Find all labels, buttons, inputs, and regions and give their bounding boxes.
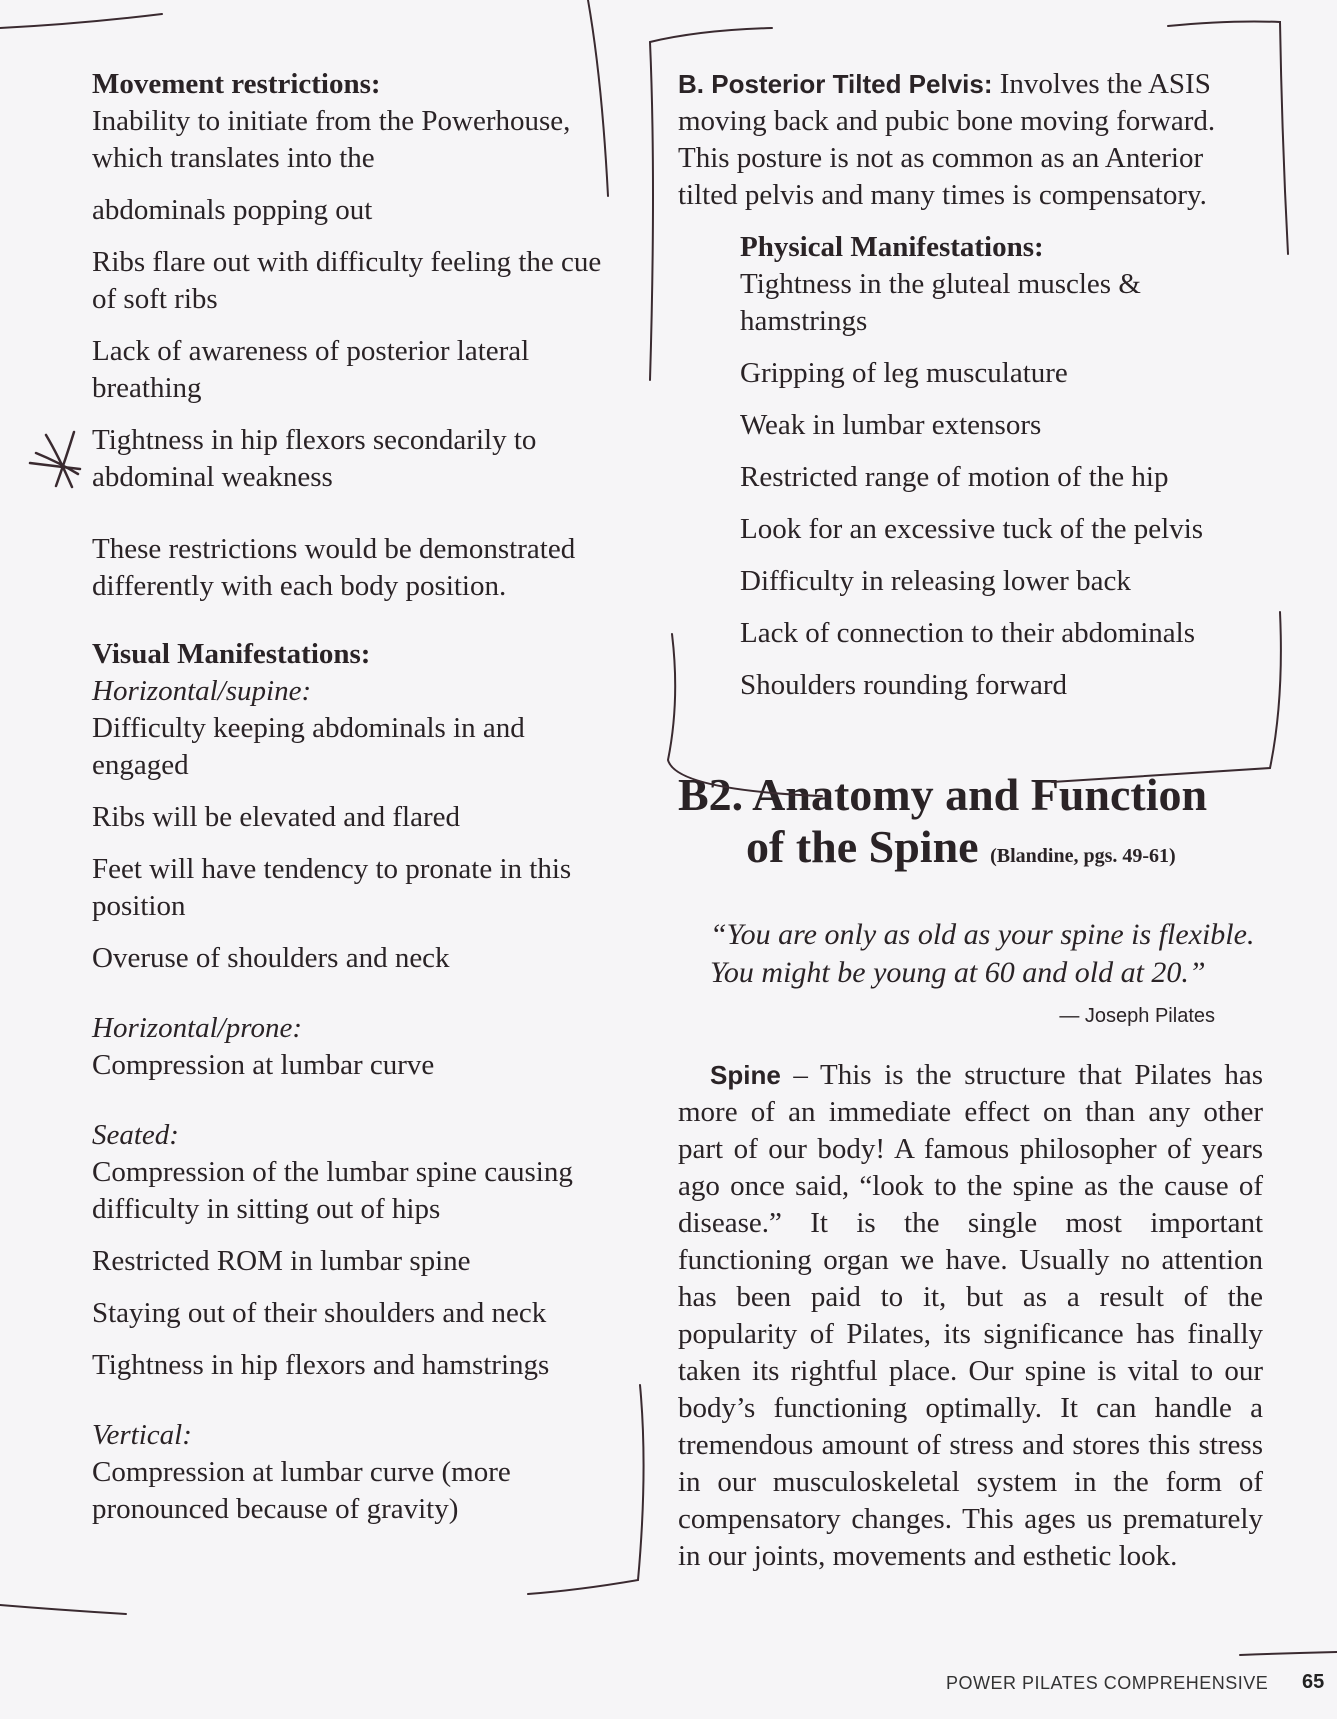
pen-stroke	[588, 0, 608, 196]
pen-stroke	[0, 14, 162, 28]
pen-stroke	[650, 28, 772, 380]
quote-line-1: “You are only as old as your spine is flexible.	[710, 918, 1255, 951]
page-number: 65	[1302, 1671, 1325, 1693]
list-item: Look for an excessive tuck of the pelvis	[740, 513, 1204, 545]
quote-line-2: You might be young at 60 and old at 20.”	[710, 956, 1206, 989]
posterior-tilted-pelvis-label: B. Posterior Tilted Pelvis:	[678, 69, 993, 99]
vertical-label: Vertical:	[92, 1419, 192, 1451]
list-item: Tightness in hip flexors and hamstrings	[92, 1349, 550, 1381]
list-item: Ribs flare out with difficulty feeling the cue of soft ribs	[92, 246, 602, 315]
list-item: Tightness in the gluteal muscles & hamstrings	[740, 268, 1141, 337]
list-item: Lack of awareness of posterior lateral breathing	[92, 335, 530, 404]
list-item: Compression at lumbar curve (more pronounced because of gravity)	[92, 1456, 511, 1525]
supine-label: Horizontal/supine:	[92, 675, 312, 707]
list-item: Overuse of shoulders and neck	[92, 942, 450, 974]
list-item: Lack of connection to their abdominals	[740, 617, 1195, 649]
list-item: Feet will have tendency to pronate in this position	[92, 853, 572, 922]
asterisk-icon	[30, 432, 80, 487]
pen-stroke	[1052, 612, 1281, 782]
list-item: Difficulty in releasing lower back	[740, 565, 1131, 597]
list-item: abdominals popping out	[92, 194, 373, 226]
visual-manifestations-heading: Visual Manifestations:	[92, 638, 371, 670]
restrictions-note: These restrictions would be demonstrated differently with each body position.	[92, 533, 576, 602]
list-item: Weak in lumbar extensors	[740, 409, 1042, 441]
list-item: Restricted range of motion of the hip	[740, 461, 1169, 493]
physical-manifestations-heading: Physical Manifestations:	[740, 231, 1044, 263]
list-item: Restricted ROM in lumbar spine	[92, 1245, 471, 1277]
list-item: Tightness in hip flexors secondarily to abdominal weakness	[92, 424, 537, 493]
list-item: Shoulders rounding forward	[740, 669, 1068, 701]
list-item: Compression of the lumbar spine causing difficulty in sitting out of hips	[92, 1156, 573, 1225]
pen-stroke	[1240, 1652, 1337, 1655]
section-citation: (Blandine, pgs. 49-61)	[990, 845, 1176, 867]
list-item: Ribs will be elevated and flared	[92, 801, 461, 833]
quote-attribution: — Joseph Pilates	[1059, 1005, 1215, 1027]
list-item: Difficulty keeping abdominals in and engaged	[92, 712, 525, 781]
prone-label: Horizontal/prone:	[92, 1012, 302, 1044]
movement-restrictions-heading: Movement restrictions:	[92, 68, 381, 100]
section-title: B2. Anatomy and Function	[678, 769, 1208, 820]
pen-stroke	[1168, 22, 1288, 255]
spine-label: Spine	[710, 1060, 781, 1090]
list-item: Gripping of leg musculature	[740, 357, 1068, 389]
spine-text: – This is the structure that Pilates has more of an immediate effect on than any other part of our body! A famous philosopher of years ago once said, “look to the spine as the cause of disease.” It is the single most important functioning organ we have. Usually no attention has been paid to it, but as a result of the popularity of Pilates, its significance has finally taken its rightful place. Our spine is vital to our body’s functioning optimally. It can handle a tremendous amount of stress and stores this stress in our musculoskeletal system in the form of compensatory changes. This ages us prematurely in our joints, movements and esthetic look.	[678, 1059, 1263, 1572]
pen-stroke	[668, 634, 822, 796]
list-item: Staying out of their shoulders and neck	[92, 1297, 547, 1329]
list-item: Compression at lumbar curve	[92, 1049, 435, 1081]
seated-label: Seated:	[92, 1119, 179, 1151]
pen-stroke	[0, 1605, 126, 1614]
footer-book-title: POWER PILATES COMPREHENSIVE	[946, 1673, 1269, 1693]
list-item: Inability to initiate from the Powerhouse, which translates into the	[92, 105, 571, 174]
section-title-spine: of the Spine	[746, 821, 979, 872]
pen-stroke	[528, 1385, 644, 1594]
posterior-tilted-pelvis-text: Involves the ASIS moving back and pubic bone moving forward. This posture is not as common as an Anterior tilted pelvis and many times is compensatory.	[678, 68, 1216, 211]
